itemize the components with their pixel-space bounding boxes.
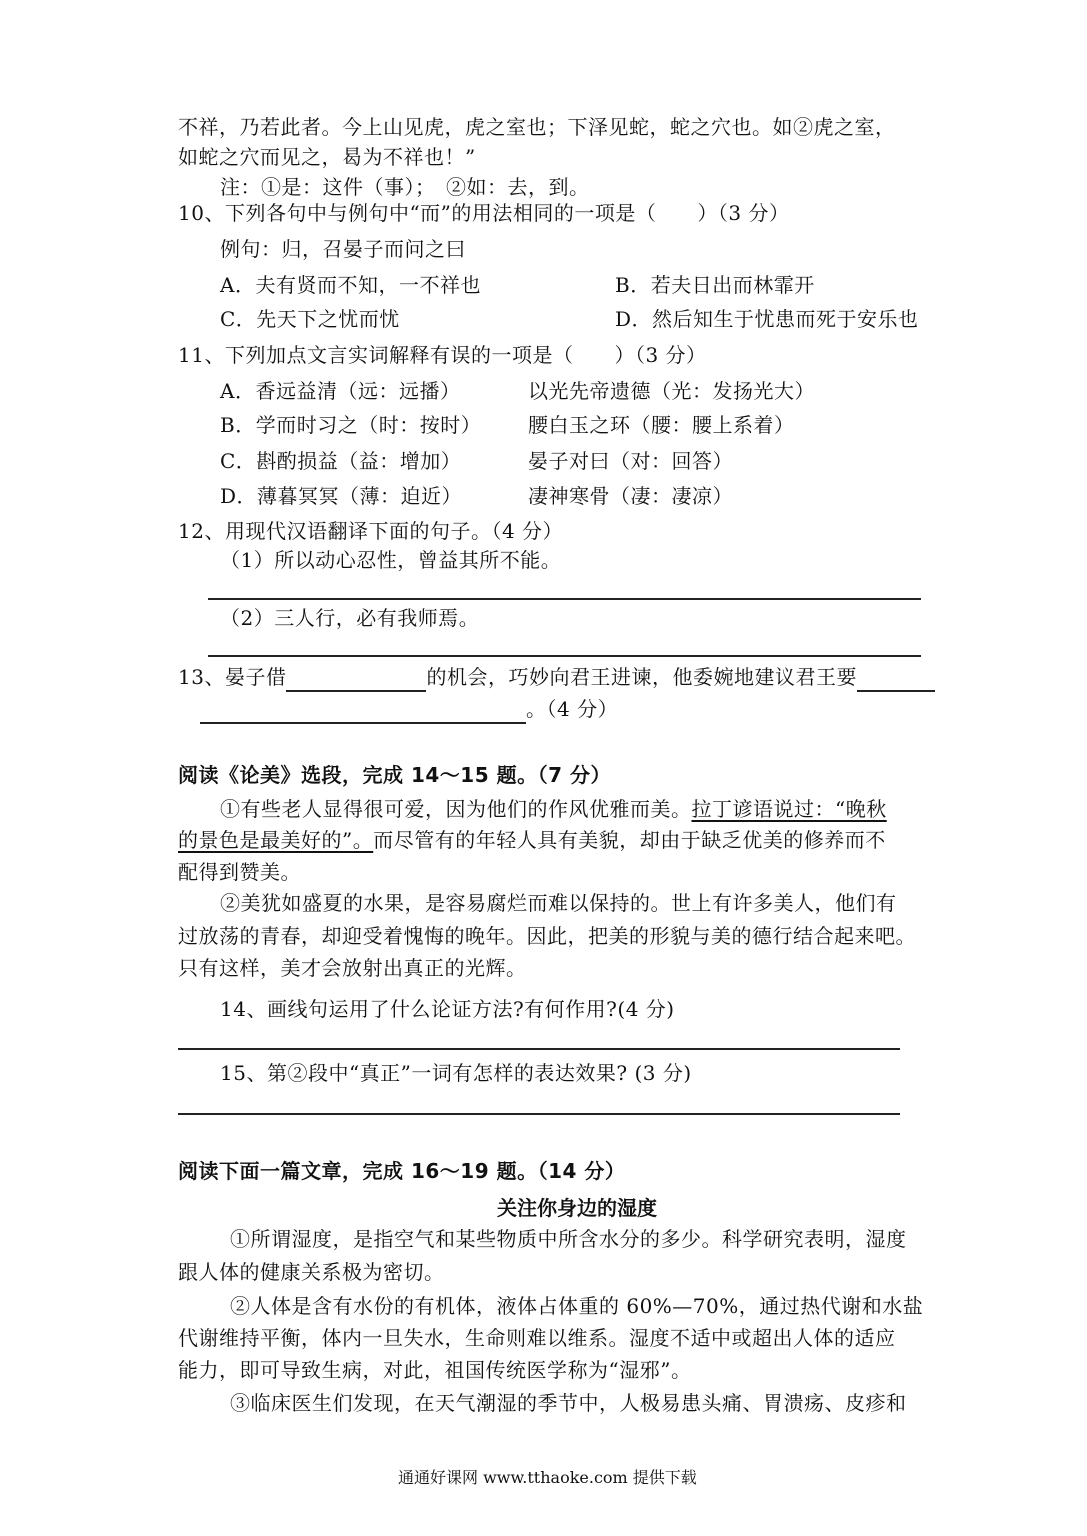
q10-example: 例句：归，召晏子而问之曰 [220, 237, 466, 261]
reading2-p3-line1: ③临床医生们发现，在天气潮湿的季节中，人极易患头痛、胃溃疡、皮疹和 [230, 1391, 907, 1415]
reading1-p1-line3: 配得到赞美。 [178, 860, 301, 884]
reading2-heading: 阅读下面一篇文章，完成 16～19 题。（14 分） [178, 1159, 626, 1183]
passage-line: 如蛇之穴而见之，曷为不祥也！” [178, 145, 476, 169]
reading1-p2-line1: ②美犹如盛夏的水果，是容易腐烂而难以保持的。世上有许多美人，他们有 [220, 891, 897, 915]
q13-blank-1[interactable] [286, 668, 426, 692]
passage-line: 不祥，乃若此者。今上山见虎，虎之室也；下泽见蛇，蛇之穴也。如②虎之室， [178, 115, 896, 139]
reading1-p1-line1: ①有些老人显得很可爱，因为他们的作风优雅而美。拉丁谚语说过：“晚秋 [220, 797, 887, 821]
answer-line[interactable] [208, 598, 921, 600]
reading2-p2-line3: 能力，即可导致生病，对此，祖国传统医学称为“湿邪”。 [178, 1358, 692, 1382]
q11-option-c1: C．斟酌损益（益：增加） [220, 449, 462, 473]
reading2-p1-line1: ①所谓湿度，是指空气和某些物质中所含水分的多少。科学研究表明，湿度 [230, 1227, 907, 1251]
q11-option-a2: 以光先帝遗德（光：发扬光大） [528, 379, 815, 403]
passage-note: 注：①是：这件（事）； ②如：去，到。 [220, 175, 590, 199]
answer-line[interactable] [178, 1113, 900, 1115]
q11-stem: 11、下列加点文言实词解释有误的一项是（ ）（3 分） [178, 343, 707, 367]
q10-option-a: A．夫有贤而不知，一不祥也 [220, 273, 481, 297]
q14-stem: 14、画线句运用了什么论证方法?有何作用?(4 分) [220, 997, 675, 1021]
reading2-p2-line1: ②人体是含有水份的有机体，液体占体重的 60%—70%，通过热代谢和水盐 [230, 1294, 924, 1318]
footer-source: 通通好课网 www.tthaoke.com 提供下载 [398, 1468, 697, 1487]
article-title: 关注你身边的湿度 [497, 1196, 657, 1220]
reading1-p2-line3: 只有这样，美才会放射出真正的光辉。 [178, 956, 527, 980]
q13-blank-2[interactable] [857, 668, 935, 692]
q13-line2: 。（4 分） [200, 694, 618, 724]
q11-option-b1: B．学而时习之（时：按时） [220, 413, 482, 437]
q11-option-d2: 凄神寒骨（凄：凄凉） [528, 484, 733, 508]
q11-option-d1: D．薄暮冥冥（薄：迫近） [220, 484, 463, 508]
answer-line[interactable] [208, 655, 921, 657]
q12-sentence-2: （2）三人行，必有我师焉。 [220, 606, 480, 630]
q10-option-c: C．先天下之忧而忧 [220, 307, 400, 331]
q15-stem: 15、第②段中“真正”一词有怎样的表达效果? (3 分) [220, 1061, 692, 1085]
q10-option-d: D．然后知生于忧患而死于安乐也 [615, 307, 919, 331]
reading1-p2-line2: 过放荡的青春，却迎受着愧悔的晚年。因此，把美的形貌与美的德行结合起来吧。 [178, 924, 916, 948]
reading1-p1-line2: 的景色是最美好的”。而尽管有的年轻人具有美貌，却由于缺乏优美的修养而不 [178, 828, 886, 852]
q11-option-a1: A．香远益清（远：远播） [220, 379, 461, 403]
q10-stem: 10、下列各句中与例句中“而”的用法相同的一项是（ ）（3 分） [178, 201, 790, 225]
q12-sentence-1: （1）所以动心忍性，曾益其所不能。 [220, 548, 562, 572]
q13-blank-3[interactable] [200, 700, 526, 724]
answer-line[interactable] [178, 1048, 900, 1050]
q11-option-b2: 腰白玉之环（腰：腰上系着） [528, 413, 795, 437]
reading2-p1-line2: 跟人体的健康关系极为密切。 [178, 1260, 445, 1284]
q11-option-c2: 晏子对曰（对：回答） [528, 449, 733, 473]
q12-stem: 12、用现代汉语翻译下面的句子。（4 分） [178, 519, 564, 543]
q10-option-b: B．若夫日出而林霏开 [615, 273, 815, 297]
q13-line1: 13、晏子借 的机会，巧妙向君王进谏，他委婉地建议君王要 [178, 662, 935, 692]
reading1-heading: 阅读《论美》选段，完成 14～15 题。（7 分） [178, 763, 611, 787]
reading2-p2-line2: 代谢维持平衡，体内一旦失水，生命则难以维系。湿度不适中或超出人体的适应 [178, 1326, 896, 1350]
